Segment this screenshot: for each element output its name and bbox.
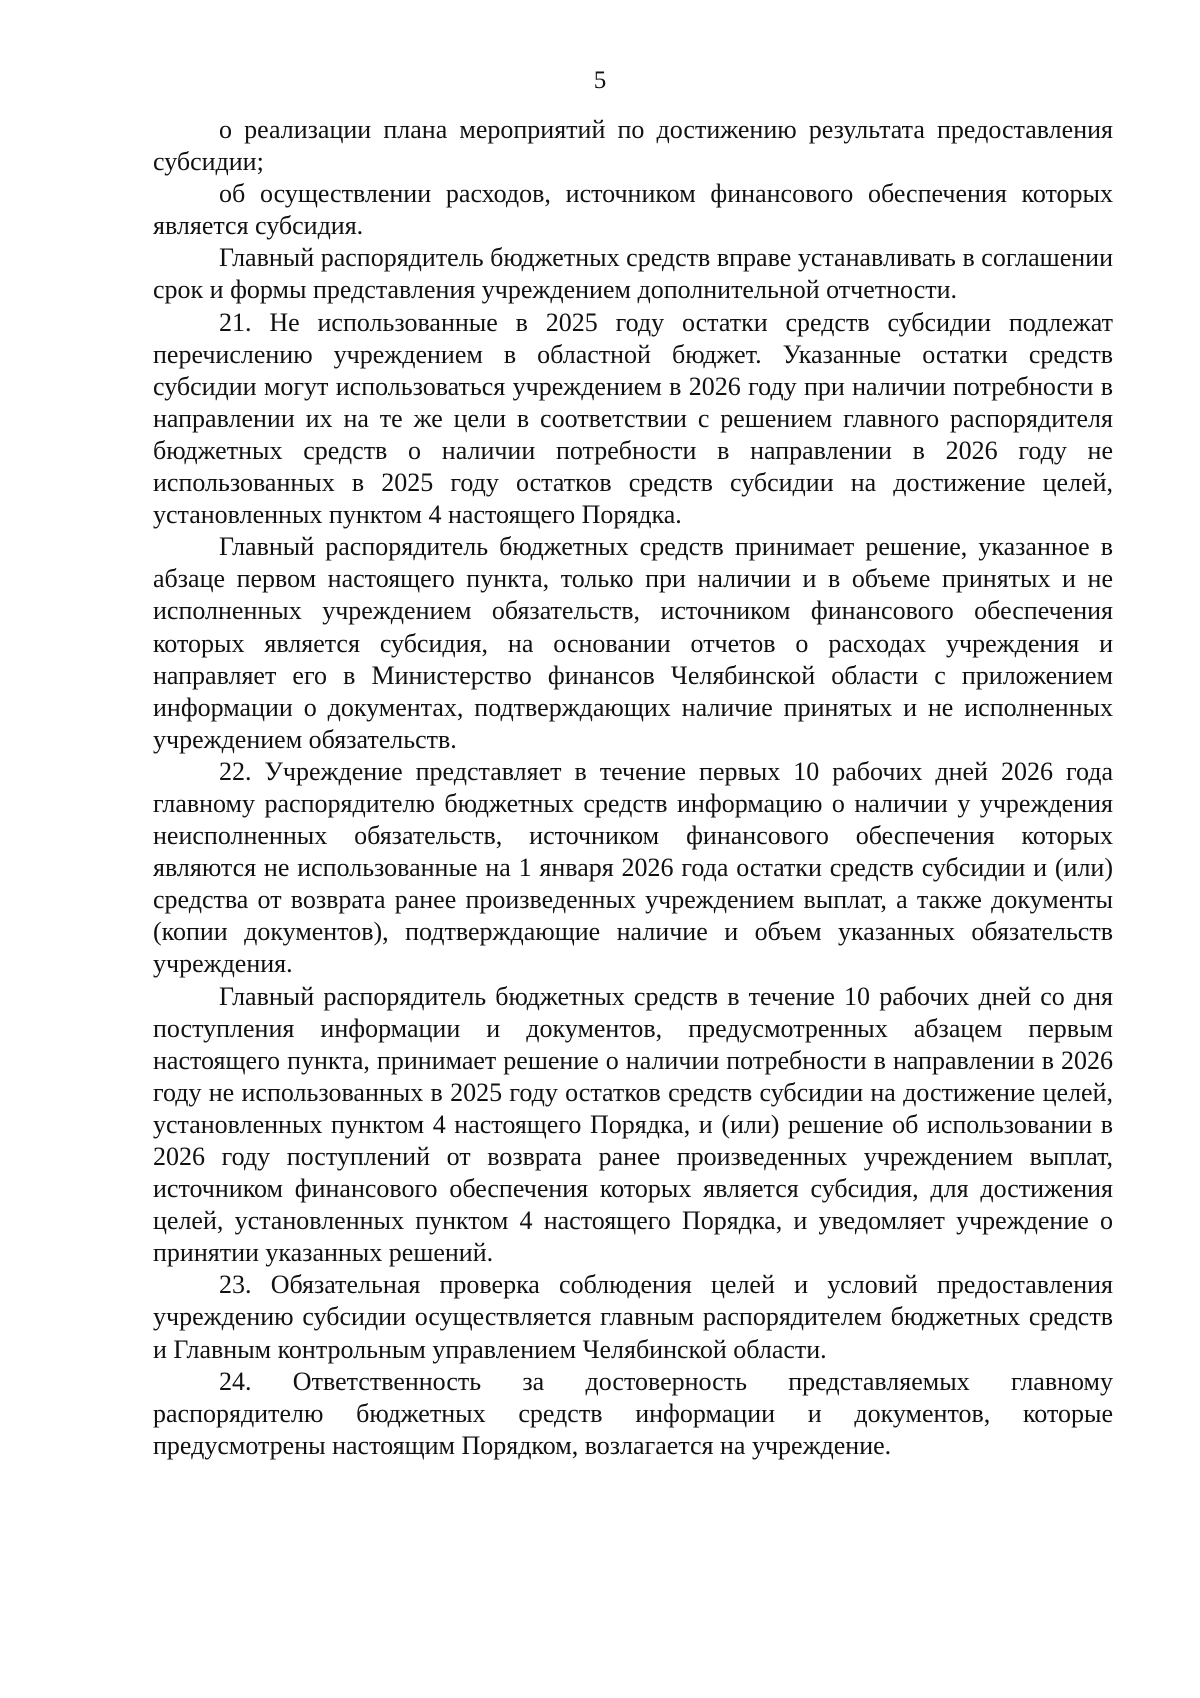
paragraph-item-21-decision: Главный распорядитель бюджетных средств принимает решение, указанное в абзаце первом настоящего пункта, только при наличии и в объеме принятых и не исполненных учреждением обязательств, источником финансового обеспечения которых является субсидия, на основании отчетов о расходах учреждения и направляет его в Министерство финансов Челябинской области с приложением информации о документах, подтверждающих наличие принятых и не исполненных учреждением обязательств. <box>153 532 1113 754</box>
paragraph-report-expenses: об осуществлении расходов, источником финансового обеспечения которых является субсидия. <box>153 179 1113 241</box>
document-body <box>153 114 1113 1462</box>
paragraph-item-24: 24. Ответственность за достоверность представляемых главному распорядителю бюджетных средств информации и документов, которые предусмотрены настоящим Порядком, возлагается на учреждение. <box>153 1366 1113 1460</box>
paragraph-item-21: 21. Не использованные в 2025 году остатки средств субсидии подлежат перечислению учреждением в областной бюджет. Указанные остатки средств субсидии могут использоваться учреждением в 2026 году при наличии потребности в направлении их на те же цели в соответствии с решением главного распорядителя бюджетных средств о наличии потребности в направлении в 2026 году не использованных в 2025 году остатков средств субсидии на достижение целей, установленных пунктом 4 настоящего Порядка. <box>153 307 1113 530</box>
paragraph-additional-reporting: Главный распорядитель бюджетных средств вправе устанавливать в соглашении срок и формы представления учреждением дополнительной отчетности. <box>153 243 1113 305</box>
paragraph-report-plan: о реализации плана мероприятий по достижению результата предоставления субсидии; <box>153 115 1113 177</box>
paragraph-item-22: 22. Учреждение представляет в течение первых 10 рабочих дней 2026 года главному распорядителю бюджетных средств информацию о наличии у учреждения неисполненных обязательств, источником финансового обеспечения которых являются не использованные на 1 января 2026 года остатки средств субсидии и (или) средства от возврата ранее произведенных учреждением выплат, а также документы (копии документов), подтверждающие наличие и объем указанных обязательств учреждения. <box>153 756 1113 979</box>
paragraph-item-22-decision: Главный распорядитель бюджетных средств в течение 10 рабочих дней со дня поступления информации и документов, предусмотренных абзацем первым настоящего пункта, принимает решение о наличии потребности в направлении в 2026 году не использованных в 2025 году остатков средств субсидии на достижение целей, установленных пунктом 4 настоящего Порядка, и (или) решение об использовании в 2026 году поступлений от возврата ранее произведенных учреждением выплат, источником финансового обеспечения которых является субсидия, для достижения целей, установленных пунктом 4 настоящего Порядка, и уведомляет учреждение о принятии указанных решений. <box>153 981 1113 1268</box>
page-number: 5 <box>593 67 607 94</box>
paragraph-item-23: 23. Обязательная проверка соблюдения целей и условий предоставления учреждению субсидии осуществляется главным распорядителем бюджетных средств и Главным контрольным управлением Челябинской области. <box>153 1270 1113 1364</box>
